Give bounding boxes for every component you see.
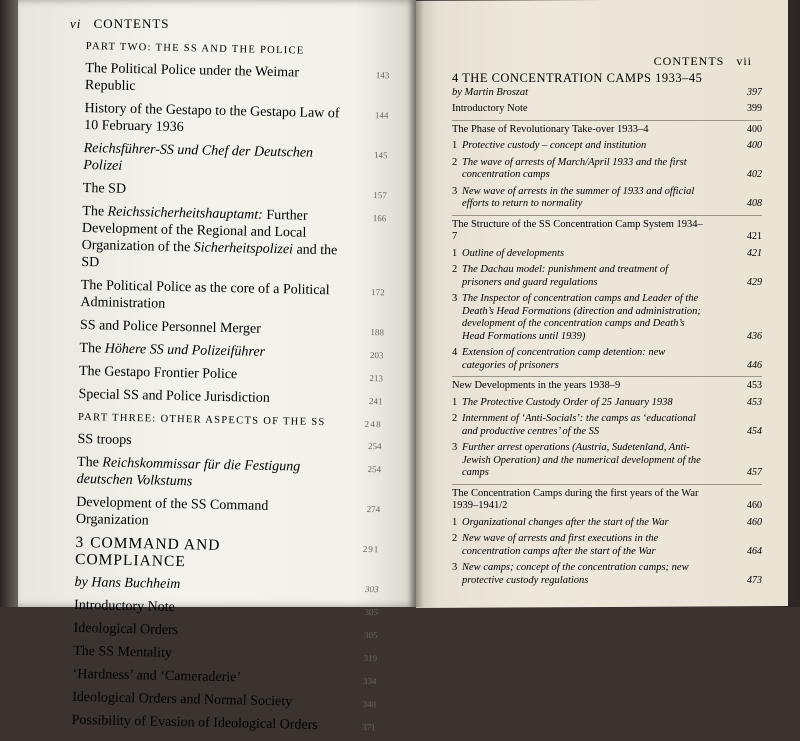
toc-entry-title: The Political Police as the core of a Political Administration [80, 277, 330, 312]
toc-page-number: 334 [362, 675, 377, 687]
toc-entry-title: SS troops [77, 431, 132, 449]
toc-page-number: 319 [363, 652, 378, 664]
toc-entry [73, 597, 379, 620]
toc-subentry-number: 1 [452, 396, 458, 408]
toc-entry [72, 689, 377, 712]
toc-subentry [452, 140, 762, 153]
toc-subentry-number: 2 [452, 533, 458, 544]
toc-subentry [452, 293, 762, 343]
toc-entry [78, 386, 383, 409]
toc-subentry [452, 347, 762, 372]
toc-subentry-number: 2 [452, 156, 458, 168]
toc-subentry-number: 3 [452, 562, 458, 573]
toc-entry-title: Possibility of Evasion of Ideological Orders [71, 712, 318, 734]
toc-entry-title: New wave of arrests and first executions in the concentration camps after the start of the War [462, 533, 659, 557]
toc-entry [80, 277, 385, 317]
toc-entry-title: The Political Police under the Weimar Republic [84, 60, 300, 95]
toc-page-number: 166 [372, 213, 387, 224]
toc-entry-title: The Reichssicherheitshauptamt: Further Development of the Regional and Local Organization of the Sicherheitspolizei and the SD [81, 203, 338, 271]
toc-page-number: 303 [364, 583, 379, 595]
book-edge [0, 0, 18, 607]
toc-page-number: 397 [747, 86, 762, 98]
toc-entry-title: The SS Mentality [72, 643, 173, 661]
section-rule [452, 484, 762, 485]
toc-subentry-number: 3 [452, 293, 458, 304]
toc-entry [74, 574, 379, 597]
toc-page-number: 454 [747, 425, 762, 437]
toc-page-number: 460 [747, 500, 762, 511]
toc-entry-title: New Developments in the years 1938–9 [452, 380, 621, 391]
toc-subentry-number: 1 [452, 516, 458, 528]
toc-page-number: 305 [364, 606, 379, 618]
toc-page-number: 402 [747, 169, 762, 180]
toc-entry-title: The Structure of the SS Concentration Camp System 1934–7 [452, 218, 703, 242]
toc-subentry [452, 413, 762, 438]
toc-entry-title: Protective custody – concept and institution [462, 140, 647, 151]
toc-page-number: 248 [364, 418, 383, 430]
toc-page-number: 213 [369, 373, 384, 384]
toc-entry-title: The Gestapo Frontier Police [78, 363, 238, 383]
toc-entry [84, 60, 390, 100]
toc-subentry-number: 1 [452, 247, 458, 259]
toc-entry-title: Reichsführer-SS und Chef der Deutschen Polizei [83, 140, 314, 174]
toc-page-number: 457 [747, 467, 762, 478]
toc-page-number: 254 [367, 463, 382, 475]
toc-page-number: 241 [368, 396, 383, 407]
toc-entry-title: The SD [82, 180, 127, 197]
toc-page-number: 291 [362, 543, 380, 555]
toc-entry-title: Internment of ‘Anti-Socials’: the camps as ‘educational and productive centres’ of the SS [462, 413, 696, 437]
toc-entry-title: History of the Gestapo to the Gestapo Law of 10 February 1936 [84, 100, 340, 136]
toc-chapter-number: 3 [75, 533, 85, 552]
toc-entry-title: New wave of arrests in the summer of 1933 and official efforts to return to normality [462, 185, 695, 209]
toc-entry-title: by Martin Broszat [452, 86, 529, 98]
toc-entry [83, 140, 388, 180]
toc-page-number: 188 [370, 327, 385, 338]
toc-page-number: 429 [747, 276, 762, 288]
toc-page-number: 436 [747, 330, 762, 342]
toc-entry-title: PART TWO: THE SS AND THE POLICE [85, 40, 305, 57]
toc-entry [452, 123, 762, 137]
toc-entry [452, 487, 762, 513]
toc-entry [77, 431, 382, 454]
left-running-head [70, 16, 170, 32]
toc-page-number: 157 [373, 190, 387, 201]
toc-page-number: 400 [747, 140, 762, 151]
toc-page-number: 421 [747, 231, 762, 242]
toc-entry [78, 363, 384, 386]
toc-chapter-number: 4 [452, 71, 459, 85]
toc-entry-title: The Concentration Camps during the first years of the War 1939–1941/2 [452, 487, 699, 511]
right-running-title: CONTENTS [653, 54, 725, 68]
toc-entry [76, 454, 382, 494]
book-gutter [408, 0, 424, 607]
left-running-title: CONTENTS [93, 16, 170, 31]
toc-entry-title: Introductory Note [73, 597, 175, 615]
toc-subentry-number: 3 [452, 442, 458, 453]
toc-entry-title: Further arrest operations (Austria, Sudetenland, Anti-Jewish Operation) and the numerical development of the camps [462, 442, 701, 478]
toc-subentry [452, 442, 762, 480]
toc-entry-title: New camps; concept of the concentration camps; new protective custody regulations [462, 562, 689, 586]
toc-entry [72, 643, 378, 666]
toc-entry-title: PART THREE: OTHER ASPECTS OF THE SS [77, 411, 326, 429]
toc-entry [82, 180, 387, 203]
toc-subentry [452, 562, 762, 587]
toc-chapter [74, 533, 380, 574]
toc-page-number: 446 [747, 359, 762, 371]
toc-entry-title: The Dachau model: punishment and treatment of prisoners and guard regulations [462, 264, 669, 288]
right-toc-list [452, 71, 762, 591]
toc-entry [75, 494, 381, 534]
toc-entry-title: The wave of arrests of March/April 1933 and the first concentration camps [462, 156, 687, 180]
toc-subentry [452, 247, 762, 261]
toc-entry-title: The Reichskommissar für die Festigung deutschen Volkstums [76, 454, 301, 490]
toc-entry [79, 340, 384, 363]
toc-part-heading [77, 409, 383, 432]
toc-subentry [452, 396, 762, 410]
toc-entry-title: Outline of developments [462, 247, 565, 259]
toc-page-number: 172 [371, 287, 385, 298]
toc-entry-title: The Inspector of concentration camps and Leader of the Death’s Head Formations (direction and administration; development of the concentration camps and Death’s Head Formations until 1939) [462, 293, 701, 342]
toc-entry [72, 666, 377, 689]
toc-page-number: 371 [362, 721, 376, 733]
toc-entry [81, 203, 387, 277]
toc-subentry-number: 3 [452, 185, 458, 197]
toc-page-number: 348 [362, 698, 377, 710]
toc-entry [79, 317, 385, 340]
left-toc-list [71, 38, 390, 741]
toc-page-number: 203 [369, 350, 384, 361]
toc-entry-title: Special SS and Police Jurisdiction [78, 386, 270, 406]
toc-entry-title: COMMAND AND COMPLIANCE [74, 534, 221, 571]
toc-entry [71, 712, 376, 735]
toc-page-number: 399 [747, 103, 762, 114]
toc-subentry [452, 156, 762, 182]
toc-page-number: 453 [747, 380, 762, 391]
toc-subentry-number: 2 [452, 413, 458, 424]
toc-chapter [452, 72, 734, 85]
toc-entry-title: by Hans Buchheim [74, 574, 181, 593]
toc-subentry-number: 2 [452, 264, 458, 275]
section-rule [452, 120, 762, 121]
toc-entry-title: The Protective Custody Order of 25 January 1938 [462, 396, 673, 408]
toc-page-number: 254 [367, 440, 382, 452]
toc-page-number: 274 [366, 503, 381, 515]
toc-entry-title: Introductory Note [452, 103, 528, 114]
toc-entry [452, 380, 762, 393]
toc-entry-title: Development of the SS Command Organization [75, 494, 269, 529]
toc-entry-title: The Phase of Revolutionary Take-over 1933–4 [452, 123, 649, 135]
toc-page-number: 460 [747, 516, 762, 528]
toc-page-number: 305 [363, 629, 378, 641]
toc-page-number: 453 [747, 396, 762, 408]
toc-entry [452, 103, 762, 116]
toc-page-number: 145 [374, 150, 388, 161]
toc-entry [73, 620, 378, 643]
toc-entry [452, 86, 762, 100]
toc-subentry [452, 264, 762, 289]
toc-entry-title: Ideological Orders [73, 620, 179, 639]
toc-page-number: 473 [747, 574, 762, 586]
toc-entry-title: THE CONCENTRATION CAMPS 1933–45 [462, 71, 703, 85]
toc-subentry [452, 516, 762, 530]
toc-subentry-number: 1 [452, 140, 458, 151]
toc-subentry [452, 185, 762, 211]
toc-page-number: 143 [375, 70, 390, 81]
toc-subentry [452, 533, 762, 558]
toc-entry [452, 218, 762, 244]
left-page-number: vi [70, 16, 82, 31]
toc-entry [84, 100, 389, 140]
toc-page-number: 144 [374, 110, 389, 121]
toc-entry-title: Organizational changes after the start of the War [462, 516, 669, 528]
section-rule [452, 376, 762, 377]
toc-entry-title: The Höhere SS und Polizeiführer [79, 340, 266, 360]
toc-page-number: 408 [747, 198, 762, 209]
right-running-head [654, 54, 752, 69]
toc-page-number: 421 [747, 247, 762, 259]
toc-subentry-number: 4 [452, 347, 458, 358]
toc-entry-title: ‘Hardness’ and ‘Cameraderie’ [72, 666, 242, 686]
toc-page-number: 400 [747, 123, 762, 135]
section-rule [452, 215, 762, 216]
right-page-number: vii [736, 54, 752, 68]
toc-entry-title: Extension of concentration camp detention: new categories of prisoners [462, 347, 666, 371]
toc-entry-title: Ideological Orders and Normal Society [72, 689, 293, 710]
toc-page-number: 464 [747, 545, 762, 557]
toc-entry-title: SS and Police Personnel Merger [79, 317, 262, 337]
